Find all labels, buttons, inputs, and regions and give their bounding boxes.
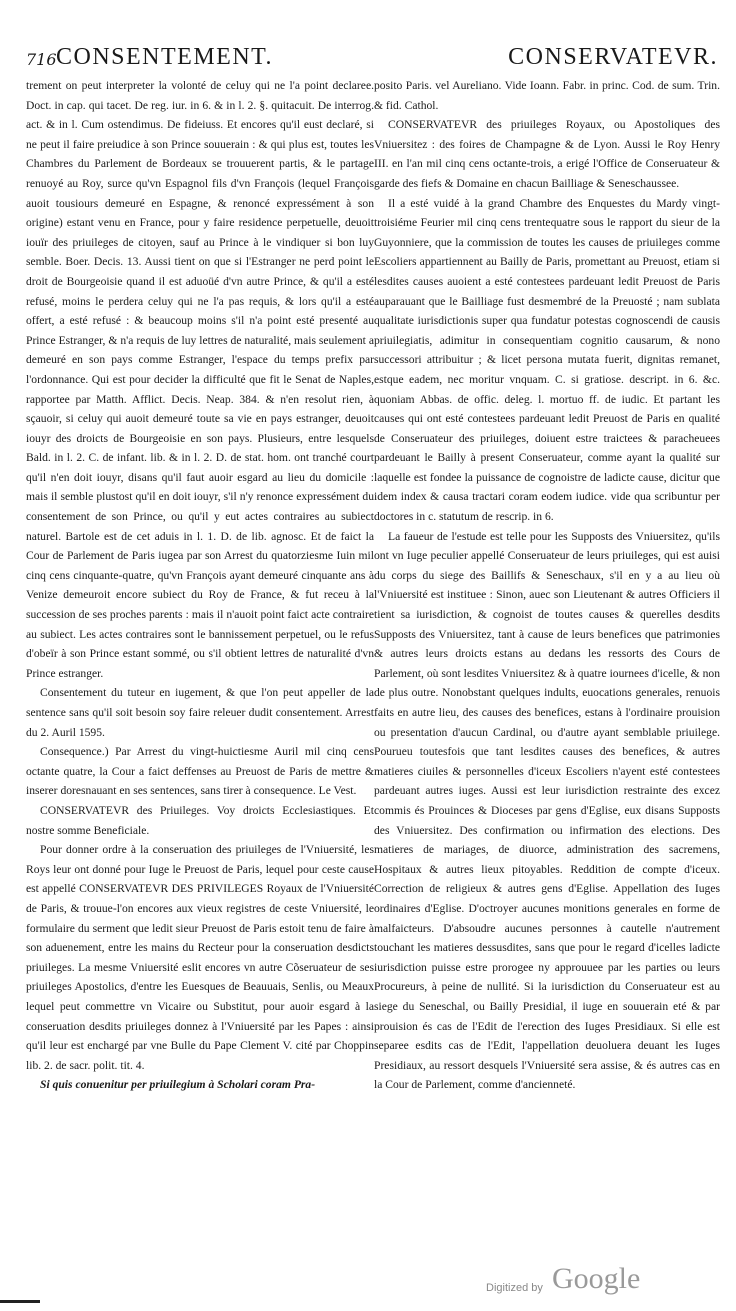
paragraph: CONSERVATEVR des priuileges Royaux, ou Apostoliques des Vniuersitez : des foires de Champagne & de Lyon. Aussi le Roy Henry III. en l'an mil cinq cens octante-trois, a erigé l'Office de Conseruateur & garde des fiefs & Domaine en chacun Bailliage & Seneschaussee. bbox=[374, 118, 720, 190]
google-logo: Google bbox=[552, 1262, 641, 1295]
running-title-left: CONSENTEMENT. bbox=[56, 44, 274, 70]
page-edge-mark bbox=[0, 1300, 40, 1303]
paragraph: Il a esté vuidé à la grand Chambre des Enquestes du Mardy vingt-troisiéme Feurier mil cinq cens trentequatre sous le rapport du sieur de la Guyonniere, que la commission de toutes les causes de priuileges comme Escoliers appartiennent au Bailly de Paris, promettant au Preuost, etiam si lesdites causes auoient a esté contestees pardeuant ledit Preuost de Paris auparauant que le Bailliage fust desmembré de la Preuosté ; nam sublata qualitate iurisdictionis super qua fundatur potestas cognoscendi de causis priuilegiatis, adimitur in consequentiam cognitio causarum, & nono successori attribuitur ; & licet persona mutata fuerit, dignitas remanet, estque eadem, nec moritur vnquam. C. si gratiose. descript. in 6. &c. quoniam Abbas. de offic. deleg. l. mortuo ff. de iudic. Et partant les causes qui ont esté contestees pardeuant ledit Preuost de Paris en qualité de Conseruateur des priuileges, doiuent estre traictees & paracheuees pardeuant le Bailly à present Conseruateur, comme ayant la qualité sur laquelle est fondee la puissance de cognoistre de ladicte cause, dicitur que idem index & causa tractari coram eodem iudice. vide qua scribuntur per doctores in c. statutum de rescrip. in 6. bbox=[374, 196, 720, 524]
page-number: 716 bbox=[26, 50, 57, 69]
right-column bbox=[374, 76, 720, 1095]
left-column bbox=[26, 76, 374, 1095]
paragraph: Si quis conuenitur per priuilegium à Scholari coram Pra- bbox=[40, 1078, 316, 1092]
paragraph: posito Paris. vel Aureliano. Vide Ioann. Fabr. in princ. Cod. de sum. Trin. & fid. Cathol. bbox=[374, 79, 720, 112]
paragraph: Consentement du tuteur en iugement, & que l'on peut appeller de la sentence sans qu'il soit besoin soy faire releuer dudit consentement. Arrest du 2. Auril 1595. bbox=[26, 686, 374, 739]
paragraph: CONSERVATEVR des Priuileges. Voy droicts Ecclesiastiques. Et nostre somme Beneficiale. bbox=[26, 803, 374, 837]
digitization-footer bbox=[460, 1262, 720, 1302]
running-title-right: CONSERVATEVR. bbox=[508, 44, 718, 70]
running-header bbox=[0, 38, 736, 74]
paragraph: Pour donner ordre à la conseruation des priuileges de l'Vniuersité, les Roys leur ont donné pour Iuge le Preuost de Paris, lequel pour ceste cause est appellé CONSERVATEVR DES PRIVILEGES Royaux de l'Vniuersité de Paris, & trouue-l'on encores aux vieux registres de ceste Vniuersité, le formulaire du serment que ledit sieur Preuost de Paris estoit tenu de faire à son aduenement, entre les mains du Recteur pour la conseruation desdicts priuileges. La mesme Vniuersité eslit encores vn autre Cõseruateur de ses priuileges Apostolics, d'entre les Euesques de Beauuais, Senlis, ou Meaux lequel peut commettre vn Vicaire ou Substitut, pour auoir esgard à la conseruation desdits priuileges donnez à l'Vniuersité par les Papes : ainsi qu'il leur est enchargé par vne Bulle du Pape Clement V. cité par Choppin lib. 2. de sacr. polit. tit. 4. bbox=[26, 843, 374, 1072]
paragraph: Consequence.) Par Arrest du vingt-huictiesme Auril mil cinq cens octante quatre, la Cour a faict deffenses au Preuost de Paris de mettre & inserer doresnauant en ses sentences, sans tirer à consequence. Le Vest. bbox=[26, 745, 374, 798]
digitized-by-label: Digitized by bbox=[486, 1282, 543, 1294]
paragraph: La faueur de l'estude est telle pour les Supposts des Vniuersitez, qu'ils ont vn Iuge peculier appellé Conseruateur de leurs priuileges, qui est auisi du corps du siege des Baillifs & Seneschaux, s'il en y a au lieu où l'Vniuersité est instituee : Sinon, auec son Lieutenant & autres Officiers il tient sa iurisdiction, & cognoist de toutes causes & querelles desdits Supposts des Vniuersitez, tant à cause de leurs benefices que patrimonies & autres leurs droicts estans au dedans les ressorts des Cours de Parlement, où sont lesdites Vniuersitez & à quatre iournees d'icelle, & non de plus outre. Nonobstant quelques indults, euocations generales, renuois faits en autre lieu, des causes des benefices, estans à l'ordinaire prouision ou presentation d'aucun Cardinal, ou d'autre ayant semblable priuilege. Pourueu toutesfois que tant lesdites causes des benefices, & autres matieres ciuiles & personnelles d'iceux Escoliers n'ayent esté contestees pardeuant autres iuges. Aussi est leur iurisdiction restrainte des excez commis és Prouinces & Dioceses par gens d'Eglise, eux disans Supposts des Vniuersitez. Des confirmation ou infirmation des elections. Des matieres de mariages, de diuorce, administration des sacremens, Hospitaux & autres lieux pitoyables. Reddition de compte d'iceux. Correction de religieux & autres gens d'Eglise. Appellation des Iuges ordinaires d'Eglise. D'octroyer aucunes monitions generales en forme de malfaicteurs. D'absoudre aucunes personnes à cautelle n'autrement touchant les matieres dessusdites, sans que pour le regard d'icelles ladicte iurisdiction puisse estre prorogee ny approuuee par les parties ou leurs Procureurs, à peine de nullité. Si la iurisdiction du Conseruateur est au siege du Seneschal, ou Bailly Presidial, il iuge en souuerain eté & par prouision és cas de l'Edit de l'erection des Iuges Presidiaux. Si elle est separee esdits cas de l'Edit, l'appellation deuoluera deuant les Iuges Presidiaux, au ressort desquels l'Vniuersité sera assise, & és autres cas en la Cour de Parlement, comme d'ancienneté. bbox=[374, 529, 720, 1092]
paragraph: trement on peut interpreter la volonté de celuy qui ne l'a point declaree. Doct. in cap. qui tacet. De reg. iur. in 6. & in l. 2. §. quitacuit. De interrog. act. & in l. Cum ostendimus. De fideiuss. Et encores qu'il eust declaré, si ne peut il faire preiudice à son Prince souuerain : & qui plus est, toutes les Chambres du Parlement de Bordeaux se trouuerent partis, & le partage renuoyé au Roy, surce qu'vn Espagnol fils d'vn François (lequel François auoit tousiours demeuré en Espagne, & renoncé expressément à son origine) estant venu en France, pour y faire residence perpetuelle, deuoit iouïr des priuileges de citoyen, sauf au Prince à le vindiquer si bon luy semble. Boer. Decis. 13. Aussi tient on que si l'Estranger ne perd point le droit de Bourgeoisie quand il est aduoüé d'vn autre Prince, & qu'il a esté refusé, moins le perdera celuy qui ne l'a pas requis, & lors qu'il a esté offert, a esté refusé : & beaucoup moins s'il n'a point esté presenté au Prince Estranger, & n'a requis de luy lettres de naturalité, mais seulement a demeuré en son pays comme Estranger, l'espace du temps prefix par l'ordonnance. Qui est pour decider la difficulté que fit le Senat de Naples, rapportee par Matth. Afflict. Decis. Neap. 384. & n'en resolut rien, à sçauoir, si celuy qui auoit demeuré toute sa vie en pays estranger, deuoit iouyr des droicts de Bourgeoisie en son pays. Plusieurs, entre lesquels Bald. in l. 2. C. de infant. lib. & in l. 2. D. de stat. hom. ont tranché court qu'il n'en doit iouyr, disans qu'il faut auoir esgard au lieu du domicile : mais il semble plustost qu'il en doit iouyr, s'il n'y renonce expressément du consentement de son Prince, ou qu'il y eut actes contraires au subiect naturel. Bartole est de cet aduis in l. 1. D. de lib. agnosc. Et de faict la Cour de Parlement de Paris iugea par son Arrest du quatorziesme Iuin mil cinq cens cinquante-quatre, qu'vn François ayant demeuré cinquante ans à Venize demeuroit encore subiect du Roy de France, & fut receu à la succession de ses proches parents : mais il n'auoit point faict acte contraire au subiect. Les actes contraires sont le bannissement perpetuel, ou le refus d'obeïr à son Prince estant sommé, ou s'il obtient lettres de naturalité d'vn Prince estranger. bbox=[26, 79, 374, 680]
